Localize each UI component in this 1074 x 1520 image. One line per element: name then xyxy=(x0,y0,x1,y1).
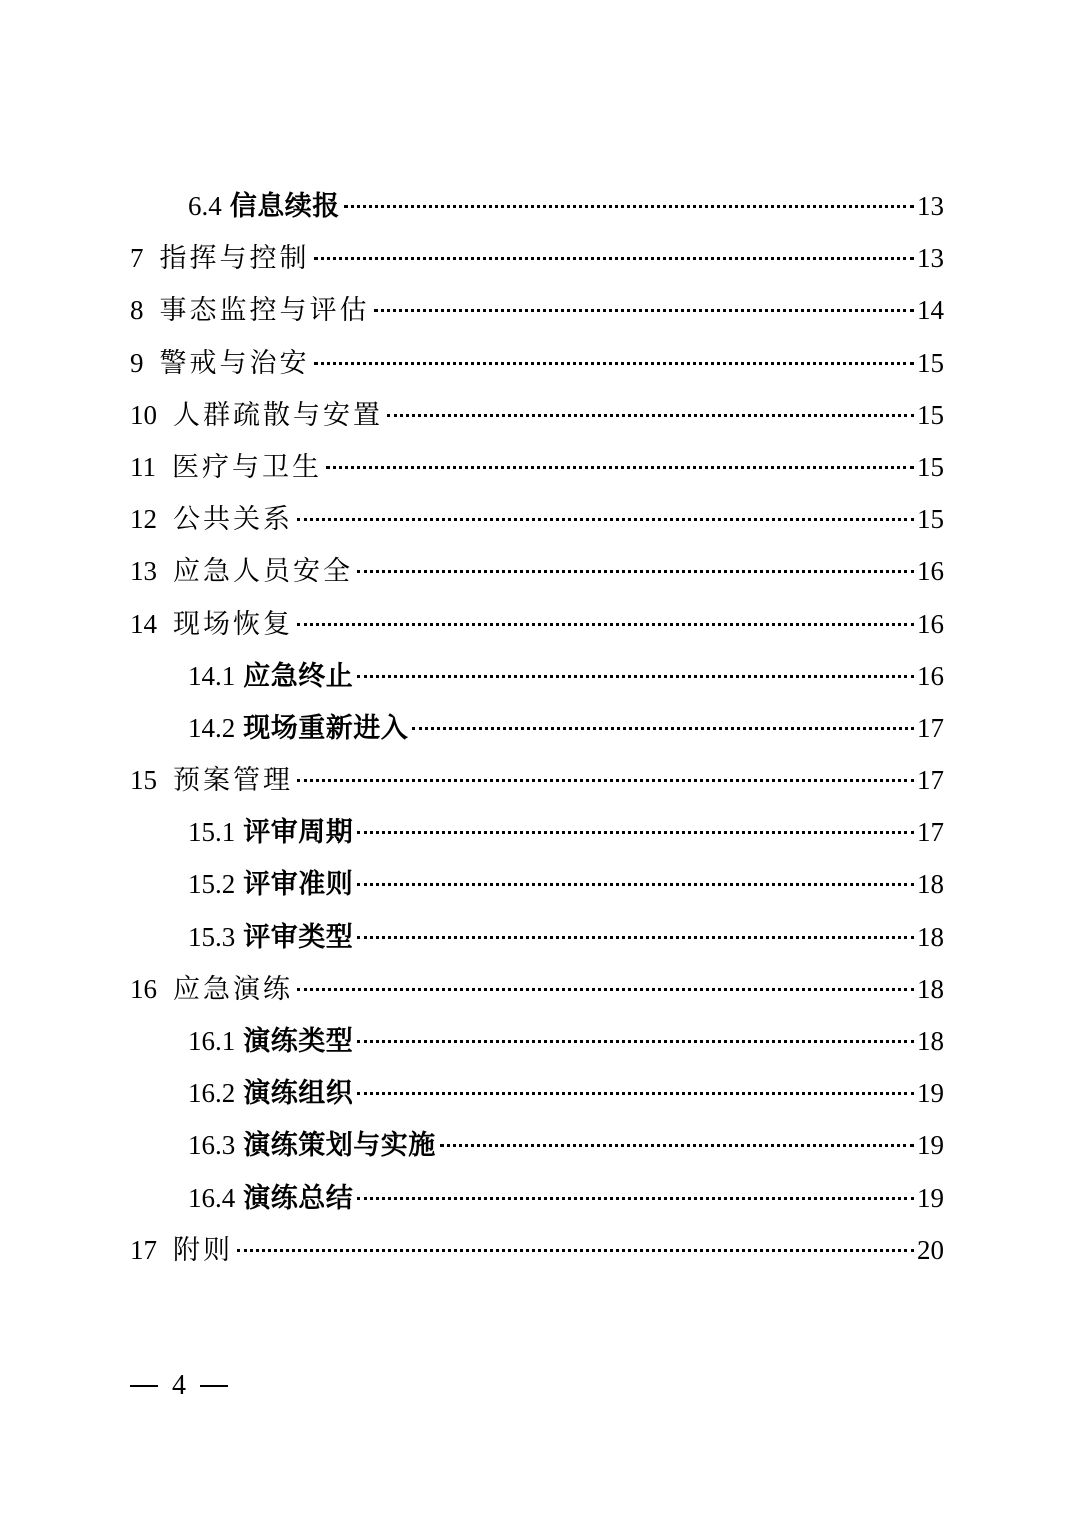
toc-entry-title: 应急演练 xyxy=(173,973,293,1005)
toc-entry-number: 11 xyxy=(130,451,156,482)
toc-entry-number: 16.2 xyxy=(188,1078,236,1109)
toc-entry[interactable] xyxy=(130,860,944,912)
dot-leader xyxy=(357,1040,914,1043)
dot-leader xyxy=(314,257,915,260)
toc-entry-number: 15.1 xyxy=(188,817,236,848)
dot-leader xyxy=(357,831,914,834)
toc-entry-page: 17 xyxy=(917,712,944,743)
toc-entry-title: 应急终止 xyxy=(243,660,354,692)
toc-entry-page: 17 xyxy=(917,817,944,848)
dot-leader xyxy=(357,936,914,939)
dot-leader xyxy=(412,727,914,730)
footer-dash-right xyxy=(200,1385,228,1387)
toc-entry-title: 现场恢复 xyxy=(173,608,293,640)
toc-entry-title: 演练总结 xyxy=(243,1182,354,1214)
toc-entry[interactable] xyxy=(130,391,944,443)
toc-entry[interactable] xyxy=(130,600,944,652)
toc-entry-page: 19 xyxy=(917,1130,944,1161)
toc-entry-number: 16.3 xyxy=(188,1130,236,1161)
dot-leader xyxy=(297,518,914,521)
toc-entry-title: 应急人员安全 xyxy=(173,556,353,588)
dot-leader xyxy=(314,362,915,365)
toc-entry-page: 16 xyxy=(917,608,944,639)
toc-entry-title: 演练策划与实施 xyxy=(243,1130,436,1162)
toc-entry[interactable] xyxy=(130,652,944,704)
toc-entry[interactable] xyxy=(130,808,944,860)
toc-entry[interactable] xyxy=(130,1121,944,1173)
toc-entry[interactable] xyxy=(130,495,944,547)
footer-dash-left xyxy=(130,1385,158,1387)
dot-leader xyxy=(387,414,914,417)
toc-entry-page: 15 xyxy=(917,504,944,535)
toc-entry-number: 9 xyxy=(130,347,144,378)
toc-entry-page: 19 xyxy=(917,1182,944,1213)
toc-entry-title: 附则 xyxy=(173,1234,233,1266)
toc-entry-number: 8 xyxy=(130,295,144,326)
toc-entry-title: 现场重新进入 xyxy=(243,712,409,744)
dot-leader xyxy=(357,675,914,678)
toc-entry-page: 19 xyxy=(917,1078,944,1109)
dot-leader xyxy=(357,883,914,886)
toc-entry-title: 演练组织 xyxy=(243,1078,354,1110)
toc-entry-number: 14 xyxy=(130,608,157,639)
toc-entry-title: 预案管理 xyxy=(173,765,293,797)
toc-entry[interactable] xyxy=(130,234,944,286)
toc-entry-title: 事态监控与评估 xyxy=(159,295,370,327)
toc-entry-page: 18 xyxy=(917,869,944,900)
dot-leader xyxy=(237,1249,914,1252)
toc-entry-number: 13 xyxy=(130,556,157,587)
toc-entry-title: 评审周期 xyxy=(243,817,354,849)
table-of-contents xyxy=(130,182,944,1278)
toc-entry-page: 20 xyxy=(917,1234,944,1265)
toc-entry-title: 指挥与控制 xyxy=(159,243,310,275)
toc-entry-page: 15 xyxy=(917,451,944,482)
dot-leader xyxy=(326,466,914,469)
dot-leader xyxy=(357,1092,914,1095)
page-footer xyxy=(130,1366,228,1406)
toc-entry-title: 医疗与卫生 xyxy=(172,451,322,483)
toc-entry-page: 18 xyxy=(917,1026,944,1056)
toc-entry-page: 16 xyxy=(917,660,944,691)
toc-entry-page: 14 xyxy=(917,295,944,326)
toc-entry[interactable] xyxy=(130,1017,944,1069)
toc-entry-page: 17 xyxy=(917,765,944,796)
toc-entry-page: 13 xyxy=(917,191,944,221)
toc-entry-page: 16 xyxy=(917,556,944,587)
toc-entry[interactable] xyxy=(130,965,944,1017)
toc-entry-number: 6.4 xyxy=(188,191,222,221)
toc-entry-number: 14.2 xyxy=(188,712,236,743)
toc-entry-title: 公共关系 xyxy=(173,504,293,536)
toc-entry-page: 15 xyxy=(917,347,944,378)
toc-entry-number: 15.3 xyxy=(188,921,236,952)
toc-entry-page: 18 xyxy=(917,973,944,1004)
toc-entry[interactable] xyxy=(130,443,944,495)
toc-entry-number: 16.1 xyxy=(188,1026,236,1056)
toc-entry-page: 15 xyxy=(917,399,944,430)
toc-entry-title: 信息续报 xyxy=(229,191,340,222)
toc-entry[interactable] xyxy=(130,286,944,338)
toc-entry-number: 17 xyxy=(130,1234,157,1265)
dot-leader xyxy=(357,570,914,573)
toc-entry-page: 18 xyxy=(917,921,944,952)
toc-entry[interactable] xyxy=(130,704,944,756)
toc-entry-title: 评审准则 xyxy=(243,869,354,901)
dot-leader xyxy=(357,1197,914,1200)
toc-entry[interactable] xyxy=(130,339,944,391)
toc-entry[interactable] xyxy=(130,756,944,808)
toc-entry-number: 7 xyxy=(130,243,144,274)
toc-entry-number: 15.2 xyxy=(188,869,236,900)
toc-entry-number: 14.1 xyxy=(188,660,236,691)
toc-entry-page: 13 xyxy=(917,243,944,274)
toc-entry-number: 16.4 xyxy=(188,1182,236,1213)
toc-entry[interactable] xyxy=(130,913,944,965)
toc-entry-title: 评审类型 xyxy=(243,921,354,953)
toc-entry-number: 15 xyxy=(130,765,157,796)
toc-entry-number: 16 xyxy=(130,973,157,1004)
toc-entry-number: 10 xyxy=(130,399,157,430)
toc-entry[interactable] xyxy=(130,547,944,599)
toc-entry[interactable] xyxy=(130,182,944,234)
dot-leader xyxy=(440,1144,914,1147)
dot-leader xyxy=(297,988,914,991)
page-number: 4 xyxy=(172,1370,186,1401)
dot-leader xyxy=(297,623,914,626)
toc-entry-title: 警戒与治安 xyxy=(159,347,310,379)
toc-entry-number: 12 xyxy=(130,504,157,535)
dot-leader xyxy=(344,205,914,208)
dot-leader xyxy=(374,309,915,312)
toc-entry[interactable] xyxy=(130,1174,944,1226)
dot-leader xyxy=(297,779,914,782)
toc-entry-title: 演练类型 xyxy=(243,1026,354,1057)
toc-entry[interactable] xyxy=(130,1226,944,1278)
toc-entry[interactable] xyxy=(130,1069,944,1121)
toc-entry-title: 人群疏散与安置 xyxy=(173,399,383,431)
